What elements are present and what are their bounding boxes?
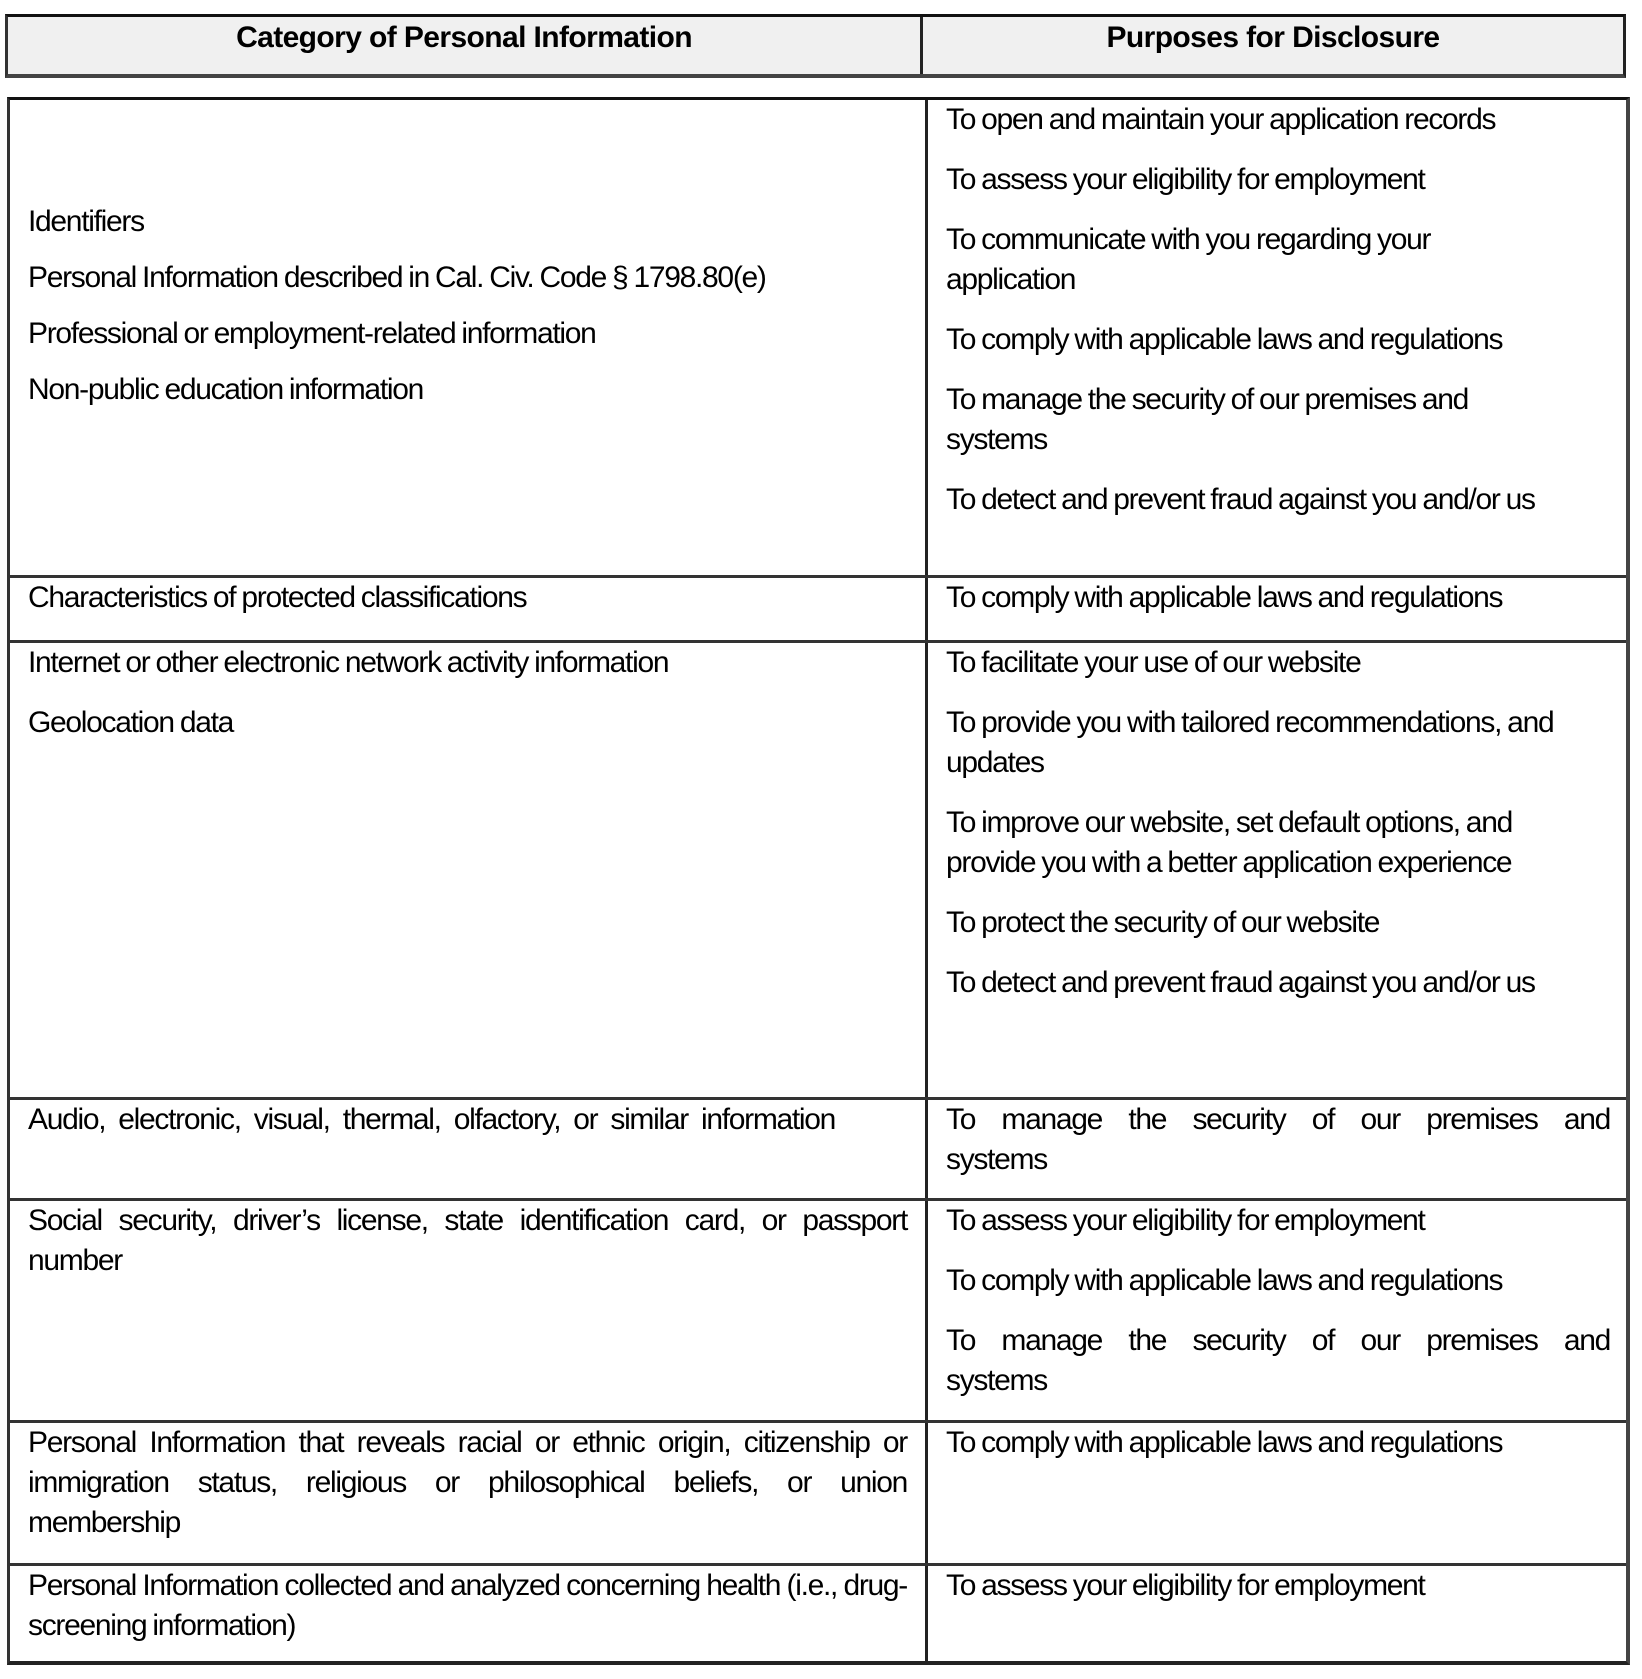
purpose-item: To assess your eligibility for employment	[946, 1569, 1425, 1602]
table-row	[10, 1201, 1626, 1423]
column-header-purposes: Purposes for Disclosure	[1106, 21, 1440, 54]
purpose-item: To comply with applicable laws and regulations	[946, 1264, 1503, 1297]
category-cell	[10, 1566, 928, 1661]
purpose-item: To comply with applicable laws and regulations	[946, 323, 1503, 356]
purpose-item: To protect the security of our website	[946, 906, 1380, 939]
purpose-item: To detect and prevent fraud against you and/or us	[946, 966, 1535, 999]
category-item: Identifiers	[28, 205, 144, 238]
category-cell	[10, 643, 928, 1097]
table-row	[10, 1423, 1626, 1566]
category-item: Personal Information collected and analyzed concerning health (i.e., drug-screening information)	[28, 1569, 907, 1642]
category-item: Characteristics of protected classifications	[28, 581, 527, 614]
category-cell	[10, 1423, 928, 1563]
purpose-item: To provide you with tailored recommendations, and updates	[946, 706, 1554, 779]
purpose-item: To manage the security of our premises and systems	[946, 1103, 1610, 1176]
category-item: Personal Information that reveals racial or ethnic origin, citizenship or immigration status, religious or philosophical beliefs, or union membership	[28, 1426, 907, 1539]
category-item: Personal Information described in Cal. Civ. Code § 1798.80(e)	[28, 261, 766, 294]
purpose-item: To facilitate your use of our website	[946, 646, 1361, 679]
category-item: Audio, electronic, visual, thermal, olfactory, or similar information	[28, 1103, 836, 1136]
table-row	[10, 1100, 1626, 1201]
purpose-item: To improve our website, set default options, and provide you with a better application experience	[946, 806, 1512, 879]
column-header-category: Category of Personal Information	[8, 17, 923, 74]
category-item: Geolocation data	[28, 706, 234, 739]
category-cell	[10, 578, 928, 640]
purposes-cell	[928, 1566, 1626, 1661]
table-row	[10, 643, 1626, 1100]
purposes-cell	[928, 643, 1626, 1097]
category-item: Internet or other electronic network activity information	[28, 646, 669, 679]
category-cell	[10, 1201, 928, 1420]
purpose-item: To communicate with you regarding your application	[946, 223, 1431, 296]
purposes-cell	[928, 1201, 1626, 1420]
purpose-item: To assess your eligibility for employment	[946, 163, 1425, 196]
table-header	[5, 14, 1626, 78]
purpose-item: To open and maintain your application records	[946, 103, 1496, 136]
table-row	[10, 578, 1626, 643]
category-cell	[10, 1100, 928, 1198]
category-item: Social security, driver’s license, state identification card, or passport number	[28, 1204, 907, 1277]
purpose-item: To detect and prevent fraud against you and/or us	[946, 483, 1535, 516]
category-cell	[10, 100, 928, 575]
purposes-cell	[928, 1423, 1626, 1563]
table-row	[10, 1566, 1626, 1661]
purposes-cell	[928, 1100, 1626, 1198]
category-item: Non-public education information	[28, 373, 423, 406]
purpose-item: To assess your eligibility for employment	[946, 1204, 1425, 1237]
purposes-cell	[928, 100, 1626, 575]
table-row	[10, 100, 1626, 578]
purposes-cell	[928, 578, 1626, 640]
purpose-item: To comply with applicable laws and regulations	[946, 1426, 1503, 1459]
purpose-item: To comply with applicable laws and regulations	[946, 581, 1503, 614]
purpose-item: To manage the security of our premises and systems	[946, 1324, 1610, 1397]
category-item: Professional or employment-related information	[28, 317, 596, 350]
disclosure-table	[7, 97, 1630, 1665]
purpose-item: To manage the security of our premises and systems	[946, 383, 1469, 456]
